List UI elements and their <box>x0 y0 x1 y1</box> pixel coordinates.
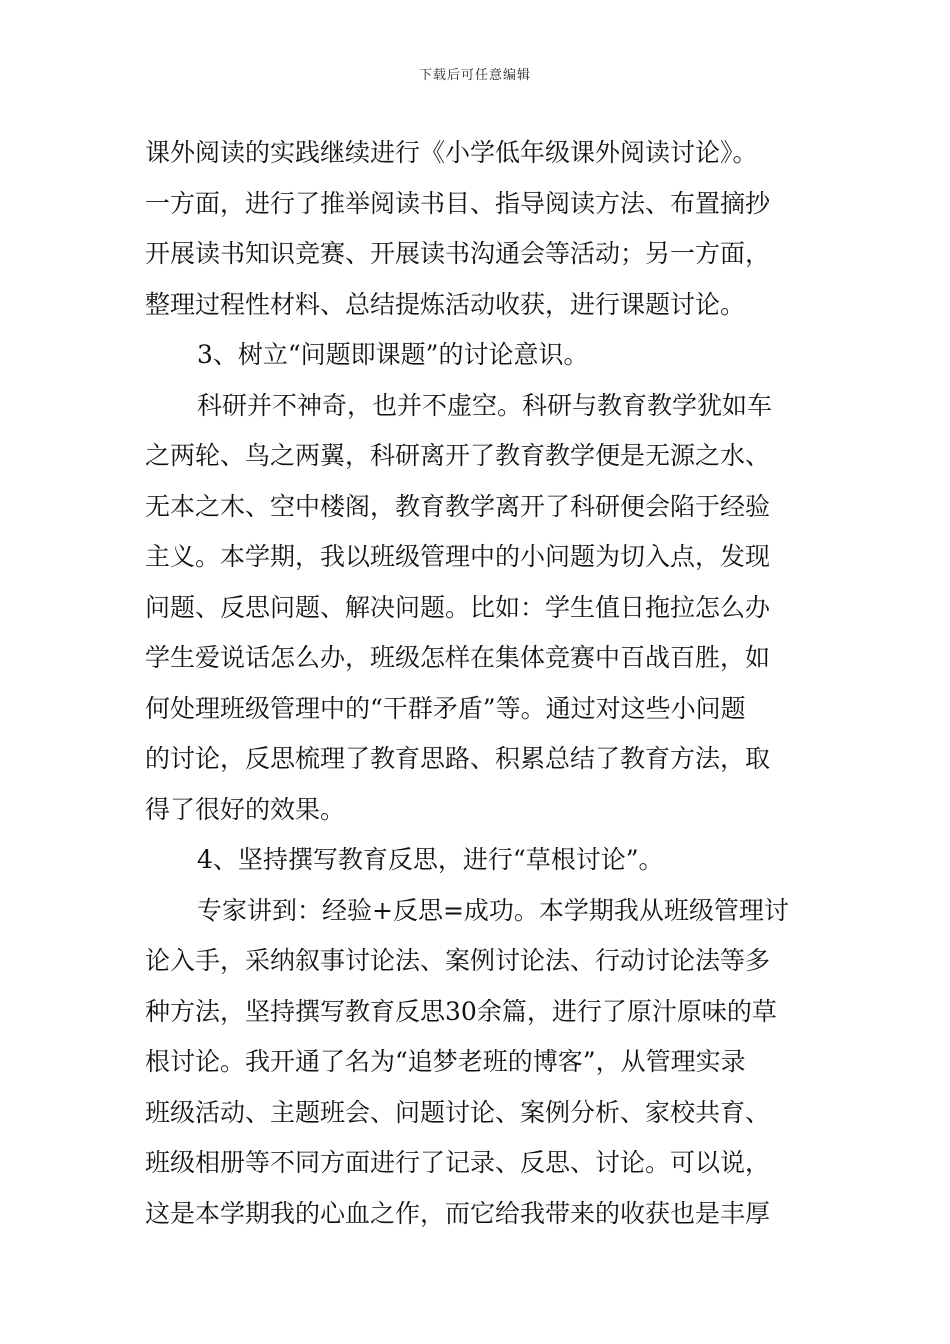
page-header: 下载后可任意编辑 <box>418 68 531 83</box>
text-line-22: 这是本学期我的心血之作，而它给我带来的收获也是丰厚 <box>145 1198 771 1228</box>
text-line-7: 之两轮、鸟之两翼，科研离开了教育教学便是无源之水、 <box>145 441 771 470</box>
text-line-17: 论入手，采纳叙事讨论法、案例讨论法、行动讨论法等多 <box>145 946 771 975</box>
text-line-19: 根讨论。我开通了名为“追梦老班的博客”，从管理实录 <box>145 1047 746 1076</box>
text-line-2: 一方面，进行了推举阅读书目、指导阅读方法、布置摘抄 <box>145 188 771 218</box>
text-line-9: 主义。本学期，我以班级管理中的小问题为切入点，发现 <box>145 542 771 571</box>
text-line-14: 得了很好的效果。 <box>145 794 346 824</box>
section-heading-3: 3、树立“问题即课题”的讨论意识。 <box>197 340 589 369</box>
text-line-1: 课外阅读的实践继续进行《小学低年级课外阅读讨论》。 <box>145 138 758 167</box>
text-line-13: 的讨论，反思梳理了教育思路、积累总结了教育方法，取 <box>145 744 771 773</box>
text-line-20: 班级活动、主题班会、问题讨论、案例分析、家校共育、 <box>145 1097 771 1127</box>
text-line-8: 无本之木、空中楼阁，教育教学离开了科研便会陷于经验 <box>145 491 771 521</box>
text-line-18: 种方法，坚持撰写教育反思30余篇，进行了原汁原味的草 <box>145 996 777 1026</box>
text-line-21: 班级相册等不同方面进行了记录、反思、讨论。可以说， <box>145 1148 771 1177</box>
text-line-16: 专家讲到：经验+反思=成功。本学期我从班级管理讨 <box>197 895 789 925</box>
text-line-6: 科研并不神奇，也并不虚空。科研与教育教学犹如车 <box>197 390 773 420</box>
text-line-4: 整理过程性材料、总结提炼活动收获，进行课题讨论。 <box>145 289 746 319</box>
text-line-10: 问题、反思问题、解决问题。比如：学生值日拖拉怎么办 <box>145 592 771 622</box>
text-line-12: 何处理班级管理中的“干群矛盾”等。通过对这些小问题 <box>145 693 746 723</box>
section-heading-4: 4、坚持撰写教育反思，进行“草根讨论”。 <box>197 845 664 874</box>
document-body <box>145 128 815 1239</box>
text-line-3: 开展读书知识竞赛、开展读书沟通会等活动；另一方面， <box>145 239 771 268</box>
text-line-11: 学生爱说话怎么办，班级怎样在集体竞赛中百战百胜，如 <box>145 643 771 672</box>
